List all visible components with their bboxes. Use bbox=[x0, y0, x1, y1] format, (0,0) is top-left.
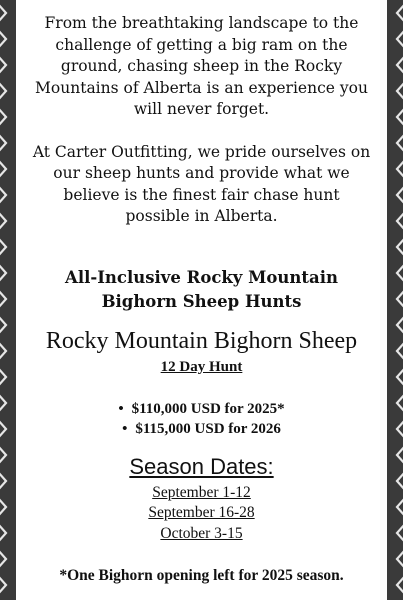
availability-footnote: *One Bighorn opening left for 2025 season. bbox=[59, 567, 344, 584]
hunt-duration: 12 Day Hunt bbox=[160, 358, 243, 375]
price-item-2026: • $115,000 USD for 2026 bbox=[16, 419, 387, 439]
intro-paragraph-2: At Carter Outfitting, we pride ourselves on our sheep hunts and provide what we believe is the finest fair chase hunt possible in Alberta. bbox=[32, 142, 371, 225]
price-list bbox=[16, 399, 387, 439]
season-dates-list bbox=[16, 483, 387, 545]
chevron-pattern-icon bbox=[387, 0, 403, 600]
chevron-pattern-icon bbox=[0, 0, 16, 600]
hunt-name: Rocky Mountain Bighorn Sheep bbox=[45, 327, 358, 354]
section-title bbox=[26, 266, 377, 314]
price-item-2025: • $110,000 USD for 2025* bbox=[16, 399, 387, 419]
season-date-item: September 16-28 bbox=[148, 504, 255, 521]
main-content bbox=[16, 0, 387, 600]
season-date-item: September 1-12 bbox=[152, 483, 251, 501]
left-chevron-border bbox=[0, 0, 16, 600]
intro-paragraph-1: From the breathtaking landscape to the challenge of getting a big ram on the ground, chasing sheep in the Rocky Mountains of Alberta is an experience you will never forget. bbox=[35, 14, 368, 118]
season-date-item: October 3-15 bbox=[160, 524, 243, 542]
right-chevron-border bbox=[387, 0, 403, 600]
section-title-line-2: Bighorn Sheep Hunts bbox=[101, 291, 302, 311]
season-heading: Season Dates: bbox=[129, 453, 274, 479]
section-title-line-1: All-Inclusive Rocky Mountain bbox=[65, 267, 338, 287]
